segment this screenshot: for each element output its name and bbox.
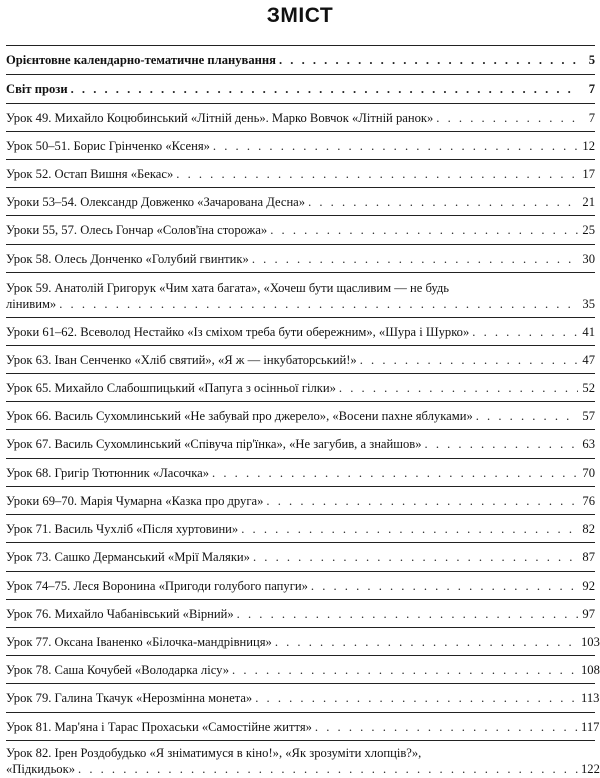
toc-entry[interactable] bbox=[6, 521, 595, 537]
dot-leader bbox=[253, 549, 578, 565]
dot-leader bbox=[472, 324, 578, 340]
entry-title: Урок 50–51. Борис Грінченко «Ксеня» bbox=[6, 139, 210, 153]
toc-entry[interactable] bbox=[6, 352, 595, 368]
page-number: 52 bbox=[582, 381, 595, 395]
entry-title: Урок 52. Остап Вишня «Бекас» bbox=[6, 167, 174, 181]
entry-title: Урок 76. Михайло Чабанівський «Вірний» bbox=[6, 607, 234, 621]
dot-leader bbox=[425, 436, 578, 452]
page-number: 92 bbox=[582, 579, 595, 593]
page-number: 122 bbox=[581, 762, 600, 776]
divider bbox=[6, 740, 595, 741]
divider bbox=[6, 429, 595, 430]
divider bbox=[6, 345, 595, 346]
entry-title: Урок 71. Василь Чухліб «Після хуртовини» bbox=[6, 522, 239, 536]
dot-leader bbox=[266, 493, 578, 509]
page-number: 12 bbox=[582, 139, 595, 153]
page-number: 108 bbox=[581, 663, 600, 677]
divider bbox=[6, 244, 595, 245]
page-number: 21 bbox=[582, 195, 595, 209]
page-number: 87 bbox=[582, 550, 595, 564]
dot-leader bbox=[237, 606, 578, 622]
entry-title: Урок 74–75. Леся Воронина «Пригоди голубого папуги» bbox=[6, 579, 308, 593]
page-number: 35 bbox=[582, 297, 595, 311]
entry-title: Урок 73. Сашко Дерманський «Мрії Маляки» bbox=[6, 550, 250, 564]
toc-entry[interactable] bbox=[6, 222, 595, 238]
divider bbox=[6, 272, 595, 273]
toc-entry[interactable] bbox=[6, 138, 595, 154]
divider bbox=[6, 215, 595, 216]
toc-entry[interactable] bbox=[6, 166, 595, 182]
page-number: 7 bbox=[588, 82, 595, 96]
dot-leader bbox=[311, 578, 578, 594]
dot-leader bbox=[476, 408, 578, 424]
dot-leader bbox=[232, 662, 578, 678]
toc-entry[interactable] bbox=[6, 634, 600, 650]
dot-leader bbox=[339, 380, 578, 396]
divider bbox=[6, 401, 595, 402]
dot-leader bbox=[270, 222, 578, 238]
dot-leader bbox=[252, 251, 578, 267]
entry-title: Урок 77. Оксана Іваненко «Білочка-мандрівниця» bbox=[6, 635, 272, 649]
entry-title: Урок 63. Іван Сенченко «Хліб святий», «Я ж — інкубаторський!» bbox=[6, 353, 357, 367]
divider bbox=[6, 542, 595, 543]
page-number: 47 bbox=[582, 353, 595, 367]
divider bbox=[6, 599, 595, 600]
page-title: ЗМІСТ bbox=[266, 4, 334, 27]
toc-entry[interactable] bbox=[6, 493, 595, 509]
dot-leader bbox=[315, 719, 578, 735]
toc-entry[interactable] bbox=[6, 110, 595, 126]
entry-title-line2: лінивим» bbox=[6, 297, 57, 311]
entry-title: Урок 66. Василь Сухомлинський «Не забувай про джерело», «Восени пахне яблуками» bbox=[6, 409, 473, 423]
entry-title-line1: Урок 59. Анатолій Григорук «Чим хата багата», «Хочеш бути щасливим — не будь bbox=[6, 281, 450, 295]
page-number: 97 bbox=[582, 607, 595, 621]
dot-leader bbox=[275, 634, 578, 650]
entry-title: Уроки 53–54. Олександр Довженко «Зачарована Десна» bbox=[6, 195, 306, 209]
toc-entry[interactable] bbox=[6, 745, 600, 777]
divider bbox=[6, 159, 595, 160]
dot-leader bbox=[78, 761, 578, 777]
entry-title: Уроки 55, 57. Олесь Гончар «Солов'їна сторожа» bbox=[6, 223, 268, 237]
page-number: 76 bbox=[582, 494, 595, 508]
divider bbox=[6, 514, 595, 515]
entry-title-line2: «Підкидьок» bbox=[6, 762, 76, 776]
page-number: 5 bbox=[588, 53, 595, 67]
entry-title: Урок 58. Олесь Донченко «Голубий гвинтик» bbox=[6, 252, 249, 266]
divider bbox=[6, 571, 595, 572]
page-number: 113 bbox=[581, 691, 600, 705]
divider bbox=[6, 131, 595, 132]
toc-entry[interactable] bbox=[6, 52, 595, 68]
toc-entry[interactable] bbox=[6, 662, 600, 678]
divider bbox=[6, 486, 595, 487]
toc-entry[interactable] bbox=[6, 408, 595, 424]
toc-entry[interactable] bbox=[6, 465, 595, 481]
toc-entry[interactable] bbox=[6, 81, 595, 97]
dot-leader bbox=[279, 52, 578, 68]
dot-leader bbox=[212, 465, 578, 481]
toc-entry[interactable] bbox=[6, 324, 595, 340]
dot-leader bbox=[176, 166, 578, 182]
divider bbox=[6, 373, 595, 374]
toc-entry[interactable] bbox=[6, 251, 595, 267]
dot-leader bbox=[59, 296, 578, 312]
page-number: 82 bbox=[582, 522, 595, 536]
dot-leader bbox=[71, 81, 578, 97]
dot-leader bbox=[308, 194, 578, 210]
entry-title: Орієнтовне календарно-тематичне планування bbox=[6, 53, 276, 67]
divider bbox=[6, 187, 595, 188]
entry-title: Урок 78. Саша Кочубей «Володарка лісу» bbox=[6, 663, 230, 677]
page-number: 30 bbox=[582, 252, 595, 266]
toc-entry[interactable] bbox=[6, 719, 600, 735]
divider bbox=[6, 45, 595, 46]
entry-title: Світ прози bbox=[6, 82, 68, 96]
entry-title: Уроки 61–62. Всеволод Нестайко «Із сміхом треба бути обережним», «Шура і Шурко» bbox=[6, 325, 470, 339]
entry-title: Урок 79. Галина Ткачук «Нерозмінна монета» bbox=[6, 691, 253, 705]
toc-entry[interactable] bbox=[6, 690, 600, 706]
divider bbox=[6, 317, 595, 318]
dot-leader bbox=[241, 521, 578, 537]
divider bbox=[6, 683, 595, 684]
entry-title: Урок 49. Михайло Коцюбинський «Літній день». Марко Вовчок «Літній ранок» bbox=[6, 111, 434, 125]
divider bbox=[6, 74, 595, 75]
divider bbox=[6, 627, 595, 628]
entry-title: Урок 65. Михайло Слабошпицький «Папуга з осінньої гілки» bbox=[6, 381, 336, 395]
dot-leader bbox=[255, 690, 578, 706]
page-number: 25 bbox=[582, 223, 595, 237]
entry-title: Уроки 69–70. Марія Чумарна «Казка про друга» bbox=[6, 494, 264, 508]
toc-entry[interactable] bbox=[6, 436, 595, 452]
divider bbox=[6, 712, 595, 713]
toc-entry[interactable] bbox=[6, 606, 595, 622]
page-number: 17 bbox=[582, 167, 595, 181]
dot-leader bbox=[213, 138, 578, 154]
page-number: 70 bbox=[582, 466, 595, 480]
entry-title: Урок 67. Василь Сухомлинський «Співуча пір'їнка», «Не загубив, а знайшов» bbox=[6, 437, 422, 451]
toc-entry[interactable] bbox=[6, 578, 595, 594]
page-number: 63 bbox=[582, 437, 595, 451]
toc-entry[interactable] bbox=[6, 280, 595, 312]
divider bbox=[6, 655, 595, 656]
dot-leader bbox=[360, 352, 578, 368]
page-number: 41 bbox=[582, 325, 595, 339]
page-number: 7 bbox=[588, 111, 595, 125]
page-number: 103 bbox=[581, 635, 600, 649]
toc-entry[interactable] bbox=[6, 380, 595, 396]
toc-entry[interactable] bbox=[6, 549, 595, 565]
divider bbox=[6, 103, 595, 104]
toc-entry[interactable] bbox=[6, 194, 595, 210]
dot-leader bbox=[436, 110, 578, 126]
page-number: 57 bbox=[582, 409, 595, 423]
page-number: 117 bbox=[581, 720, 600, 734]
divider bbox=[6, 458, 595, 459]
entry-title: Урок 81. Мар'яна і Тарас Прохаськи «Самостійне життя» bbox=[6, 720, 312, 734]
entry-title-line1: Урок 82. Ірен Роздобудько «Я зніматимуся в кіно!», «Як зрозуміти хлопців?», bbox=[6, 746, 422, 760]
entry-title: Урок 68. Григір Тютюнник «Ласочка» bbox=[6, 466, 210, 480]
